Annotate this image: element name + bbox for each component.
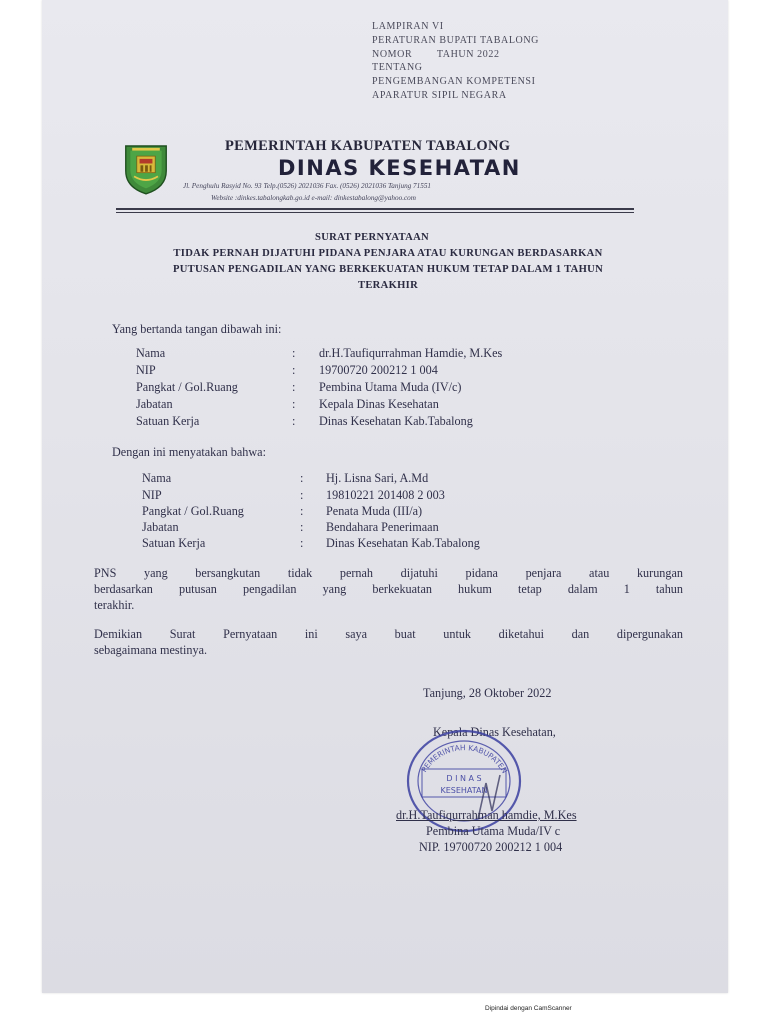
field-value: 19810221 201408 2 003 <box>326 488 445 502</box>
lampiran-line: NOMOR TAHUN 2022 <box>372 48 500 60</box>
subject-intro: Dengan ini menyatakan bahwa: <box>112 445 266 459</box>
letter-subject-line: PUTUSAN PENGADILAN YANG BERKEKUATAN HUKUM TETAP DALAM 1 TAHUN <box>172 264 604 275</box>
field-label: Jabatan <box>142 520 179 534</box>
field-value: Dinas Kesehatan Kab.Tabalong <box>326 536 480 550</box>
field-value: Penata Muda (III/a) <box>326 504 423 518</box>
signer-nip: NIP. 19700720 200212 1 004 <box>419 840 563 854</box>
signer-name: dr.H.Taufiqurrahman hamdie, M.Kes <box>396 808 577 822</box>
stamp-center-line2: KESEHATAN <box>440 786 488 795</box>
field-colon: : <box>300 536 304 550</box>
field-colon: : <box>300 471 304 485</box>
lampiran-line: PERATURAN BUPATI TABALONG <box>372 34 539 46</box>
field-value: Dinas Kesehatan Kab.Tabalong <box>319 414 473 428</box>
lampiran-block <box>372 20 539 103</box>
lampiran-line: APARATUR SIPIL NEGARA <box>372 89 507 101</box>
field-colon: : <box>292 380 296 394</box>
field-colon: : <box>292 346 296 360</box>
field-colon: : <box>300 504 304 518</box>
letterhead-divider-thin <box>116 212 634 213</box>
letterhead-divider-thick <box>116 208 634 210</box>
field-colon: : <box>300 520 304 534</box>
svg-text:PEMERINTAH KABUPATEN <box>419 743 509 775</box>
field-colon: : <box>292 414 296 428</box>
field-colon: : <box>300 488 304 502</box>
field-colon: : <box>292 363 296 377</box>
field-label: Nama <box>142 471 172 485</box>
field-value: Bendahara Penerimaan <box>326 520 439 534</box>
lampiran-line: TENTANG <box>372 62 423 74</box>
department-name: DINAS KESEHATAN <box>278 156 521 180</box>
signer-rank: Pembina Utama Muda/IV c <box>426 824 561 838</box>
closing-line: Demikian Surat Pernyataan ini saya buat untuk diketahui dan dipergunakan <box>94 627 683 641</box>
field-label: Satuan Kerja <box>142 536 206 550</box>
field-label: Satuan Kerja <box>136 414 200 428</box>
government-name: PEMERINTAH KABUPATEN TABALONG <box>225 138 511 154</box>
field-label: Pangkat / Gol.Ruang <box>136 380 238 394</box>
place-date: Tanjung, 28 Oktober 2022 <box>423 686 552 700</box>
statement-line: berdasarkan putusan pengadilan yang berkekuatan hukum tetap dalam 1 tahun <box>94 582 683 596</box>
scanner-watermark: Dipindai dengan CamScanner <box>485 1005 572 1012</box>
letterhead-website: Website :dinkes.tabalongkab.go.id e-mail: dinkestabalong@yahoo.com <box>211 194 416 202</box>
field-colon: : <box>292 397 296 411</box>
field-label: NIP <box>136 363 156 377</box>
stamp-top-text: PEMERINTAH KABUPATEN <box>419 743 510 776</box>
field-label: Pangkat / Gol.Ruang <box>142 504 244 518</box>
letterhead-address: Jl. Penghulu Rasyid No. 93 Telp.(0526) 2021036 Fax. (0526) 2021036 Tanjung 71551 <box>183 182 432 190</box>
lampiran-line: LAMPIRAN VI <box>372 21 444 32</box>
statement-paragraph <box>94 565 683 613</box>
statement-line: terakhir. <box>94 598 135 612</box>
field-value: Kepala Dinas Kesehatan <box>319 397 439 411</box>
closing-paragraph <box>94 626 683 658</box>
stamp-center-line1: D I N A S <box>446 774 482 783</box>
letter-subject-line: TIDAK PERNAH DIJATUHI PIDANA PENJARA ATAU KURUNGAN BERDASARKAN <box>173 248 603 259</box>
letter-subject-line: TERAKHIR <box>357 280 419 291</box>
field-label: Nama <box>136 346 166 360</box>
field-label: NIP <box>142 488 162 502</box>
field-value: Pembina Utama Muda (IV/c) <box>319 380 462 394</box>
field-value: 19700720 200212 1 004 <box>319 363 438 377</box>
signer-position: Kepala Dinas Kesehatan, <box>433 725 556 739</box>
closing-line: sebagaimana mestinya. <box>94 643 208 657</box>
field-value: dr.H.Taufiqurrahman Hamdie, M.Kes <box>319 346 503 360</box>
signer-intro: Yang bertanda tangan dibawah ini: <box>112 322 282 336</box>
tabalong-regency-crest-icon <box>123 138 169 200</box>
lampiran-line: PENGEMBANGAN KOMPETENSI <box>372 76 536 88</box>
field-label: Jabatan <box>136 397 173 411</box>
field-value: Hj. Lisna Sari, A.Md <box>326 471 429 485</box>
letter-heading: SURAT PERNYATAAN <box>315 232 429 243</box>
statement-line: PNS yang bersangkutan tidak pernah dijatuhi pidana penjara atau kurungan <box>94 566 683 580</box>
